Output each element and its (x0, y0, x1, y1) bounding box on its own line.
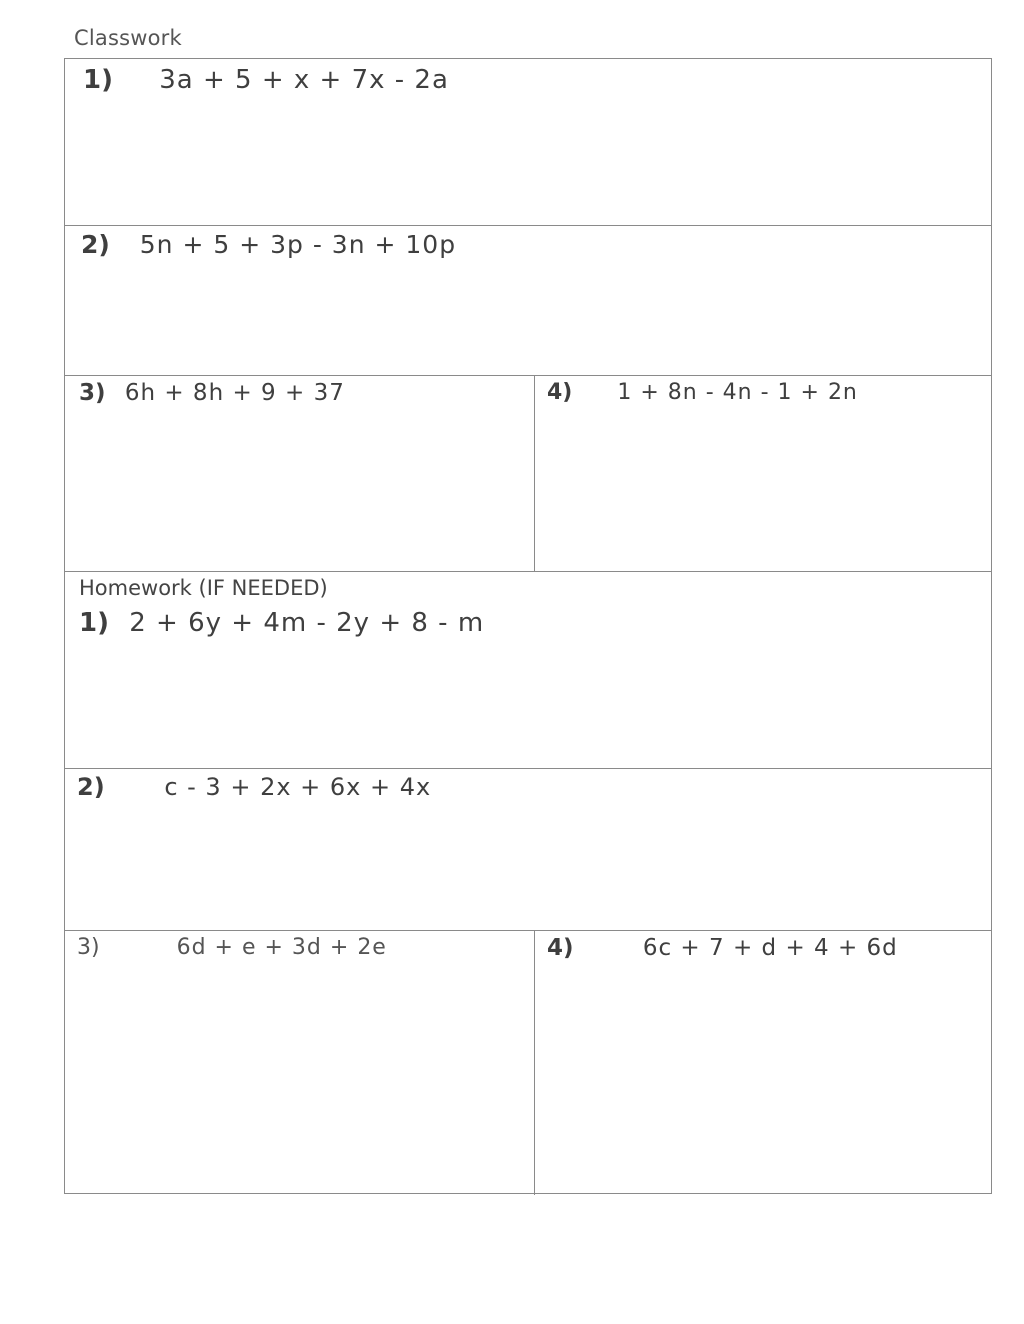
homework-problem-2 (77, 773, 431, 801)
homework-row-1 (65, 572, 991, 769)
problem-number: 4) (547, 380, 573, 405)
homework-problem-1 (79, 608, 484, 638)
classwork-row-2 (65, 226, 991, 376)
problem-number: 1) (79, 608, 109, 638)
problem-expression: 6c + 7 + d + 4 + 6d (642, 935, 898, 961)
classwork-problem-1 (83, 65, 449, 95)
homework-problem-1-cell[interactable] (65, 572, 991, 768)
worksheet-grid (64, 58, 992, 1194)
problem-number: 3) (77, 935, 100, 960)
homework-problem-3-cell[interactable] (65, 931, 535, 1195)
homework-problem-2-cell[interactable] (65, 769, 991, 930)
homework-problem-4-cell[interactable] (535, 931, 993, 1195)
classwork-row-3 (65, 376, 991, 572)
classwork-problem-3 (79, 380, 345, 406)
problem-number: 2) (81, 230, 110, 259)
classwork-problem-3-cell[interactable] (65, 376, 535, 571)
problem-expression: 2 + 6y + 4m - 2y + 8 - m (129, 608, 485, 638)
homework-title: Homework (IF NEEDED) (79, 576, 328, 600)
problem-expression: c - 3 + 2x + 6x + 4x (164, 773, 432, 801)
classwork-row-1 (65, 59, 991, 226)
problem-expression: 6d + e + 3d + 2e (176, 935, 387, 960)
problem-number: 1) (83, 65, 113, 95)
page-title: Classwork (74, 26, 182, 50)
problem-expression: 6h + 8h + 9 + 37 (124, 380, 345, 406)
classwork-problem-2 (81, 230, 456, 259)
homework-row-2 (65, 769, 991, 931)
classwork-problem-4 (547, 380, 858, 405)
problem-number: 4) (547, 935, 574, 961)
homework-problem-4 (547, 935, 898, 961)
problem-expression: 3a + 5 + x + 7x - 2a (159, 65, 449, 95)
homework-problem-3 (77, 935, 387, 960)
classwork-problem-2-cell[interactable] (65, 226, 991, 375)
problem-expression: 1 + 8n - 4n - 1 + 2n (617, 380, 858, 405)
classwork-problem-1-cell[interactable] (65, 59, 991, 225)
problem-number: 2) (77, 773, 105, 801)
problem-expression: 5n + 5 + 3p - 3n + 10p (139, 230, 457, 259)
classwork-problem-4-cell[interactable] (535, 376, 993, 571)
homework-row-3 (65, 931, 991, 1195)
problem-number: 3) (79, 380, 106, 406)
